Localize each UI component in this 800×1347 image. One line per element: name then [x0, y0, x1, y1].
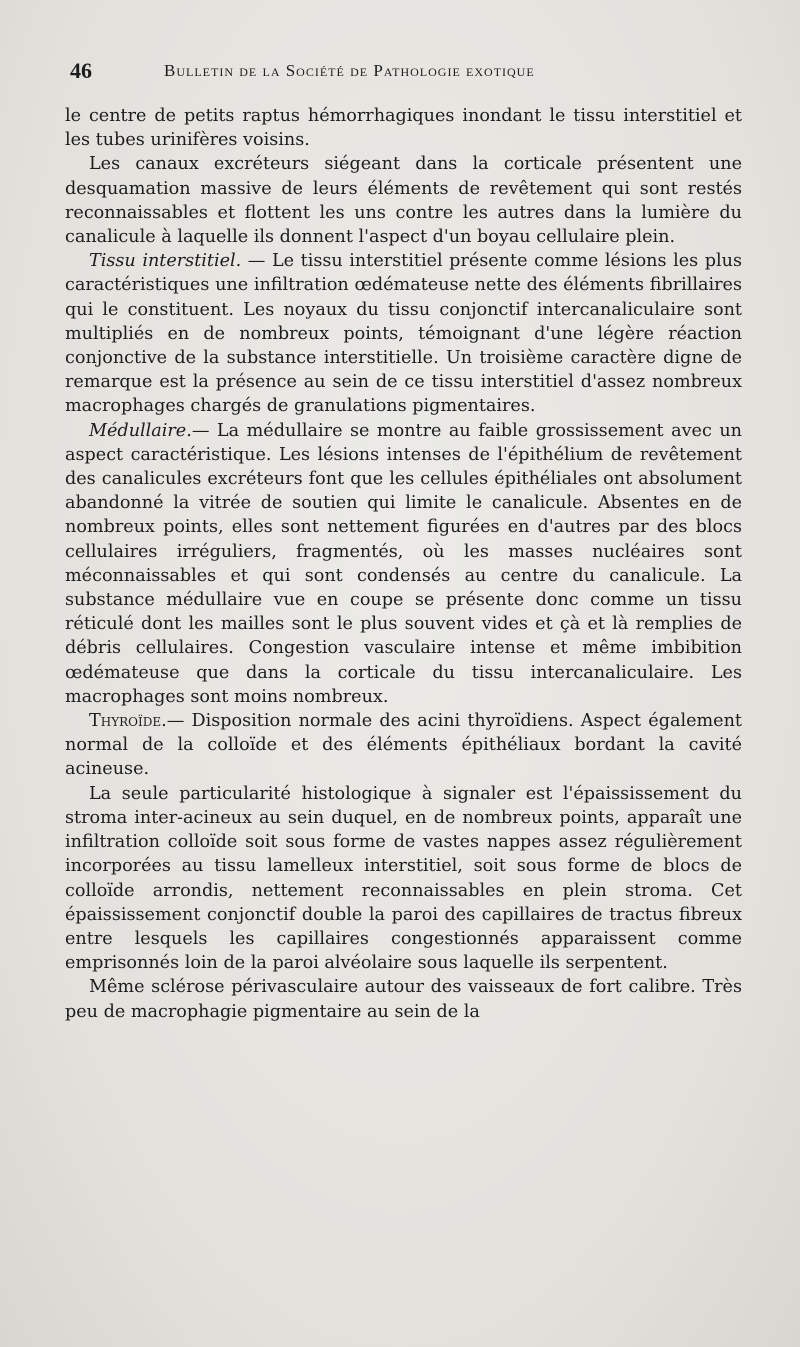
paragraph-text: Les canaux excréteurs siégeant dans la corticale présentent une desquamation massive de leurs éléments de revêtement qui sont restés reconnaissables et flottent les uns contre les autres dans la lumière du canalicule à laquelle ils donnent l'aspect d'un boyau cellulaire plein.: [65, 154, 742, 248]
paragraph-6: [65, 782, 742, 976]
paragraph-2: [65, 152, 742, 249]
paragraph-3: [65, 249, 742, 418]
page-number: 46: [70, 58, 92, 83]
section-heading-medullaire: Médullaire.: [89, 420, 192, 441]
paragraph-1: [65, 104, 742, 152]
paragraph-text: — La médullaire se montre au faible grossissement avec un aspect caractéristique. Les lésions intenses de l'épithélium de revêtement des canalicules excréteurs font que les cellules épithéliales ont absolument abandonné la vitrée de soutien qui limite le canalicule. Absentes en de nombreux points, elles sont nettement figurées en d'autres par des blocs cellulaires irréguliers, fragmentés, où les masses nucléaires sont méconnaissables et qui sont condensés au centre du canalicule. La substance médullaire vue en coupe se présente donc comme un tissu réticulé dont les mailles sont le plus souvent vides et çà et là remplies de débris cellulaires. Congestion vasculaire intense et même imbibition œdémateuse que dans la corticale du tissu intercanaliculaire. Les macrophages sont moins nombreux.: [65, 420, 742, 707]
paragraph-text: — Le tissu interstitiel présente comme lésions les plus caractéristiques une infiltration œdémateuse nette des éléments fibrillaires qui le constituent. Les noyaux du tissu conjonctif intercanaliculaire sont multipliés en de nombreux points, témoignant d'une légère réaction conjonctive de la substance interstitielle. Un troisième caractère digne de remarque est la présence au sein de ce tissu interstitiel d'assez nombreux macrophages chargés de granulations pigmentaires.: [65, 251, 742, 417]
page-header: [70, 58, 730, 88]
paragraph-5: [65, 709, 742, 782]
body-text: [65, 104, 742, 1024]
paragraph-text: La seule particularité histologique à signaler est l'épaississement du stroma inter-acineux au sein duquel, en de nombreux points, apparaît une infiltration colloïde soit sous forme de vastes nappes assez régulièrement incorporées au tissu lamelleux interstitiel, soit sous forme de blocs de colloïde arrondis, nettement reconnaissables en plein stroma. Cet épaississement conjonctif double la paroi des capillaires de tractus fibreux entre lesquels les capillaires congestionnés apparaissent comme emprisonnés loin de la paroi alvéolaire sous laquelle ils serpentent.: [65, 783, 742, 974]
paragraph-4: [65, 419, 742, 709]
section-heading-thyroide: Thyroïde.: [89, 711, 167, 732]
paragraph-7: [65, 975, 742, 1023]
section-heading-tissu-interstitiel: Tissu interstitiel.: [89, 251, 242, 272]
paragraph-text: le centre de petits raptus hémorrhagiques inondant le tissu interstitiel et les tubes urinifères voisins.: [65, 106, 742, 151]
paragraph-text: Même sclérose périvasculaire autour des vaisseaux de fort calibre. Très peu de macrophagie pigmentaire au sein de la: [65, 977, 742, 1022]
running-title: Bulletin de la Société de Pathologie exotique: [164, 61, 535, 80]
paragraph-text: — Disposition normale des acini thyroïdiens. Aspect également normal de la colloïde et des éléments épithéliaux bordant la cavité acineuse.: [65, 711, 742, 780]
